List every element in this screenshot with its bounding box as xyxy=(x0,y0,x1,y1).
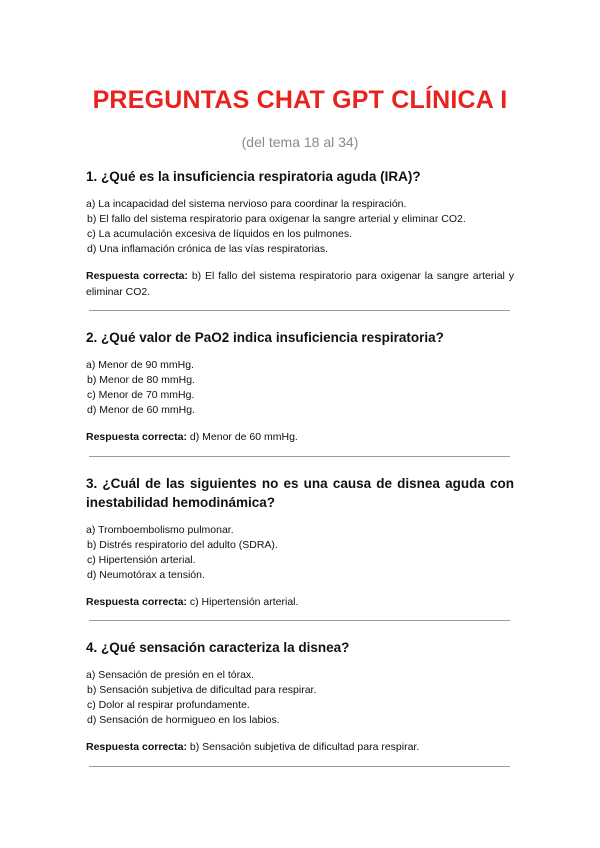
option-b: b) Sensación subjetiva de dificultad para respirar. xyxy=(87,684,317,696)
options-list xyxy=(86,523,514,583)
question-heading: 4. ¿Qué sensación caracteriza la disnea? xyxy=(86,640,350,655)
options-list xyxy=(86,358,514,418)
answer-text: c) Hipertensión arterial. xyxy=(189,596,299,608)
option-b: b) Menor de 80 mmHg. xyxy=(87,374,195,386)
answer-text: b) Sensación subjetiva de dificultad para respirar. xyxy=(189,741,420,753)
question-1 xyxy=(86,167,514,300)
answer-text: d) Menor de 60 mmHg. xyxy=(189,431,298,443)
option-a: a) Tromboembolismo pulmonar. xyxy=(86,524,234,536)
option-d: d) Menor de 60 mmHg. xyxy=(87,404,195,416)
option-a: a) Sensación de presión en el tórax. xyxy=(86,669,255,681)
options-list xyxy=(86,197,514,257)
option-a: a) La incapacidad del sistema nervioso para coordinar la respiración. xyxy=(86,198,407,210)
options-list xyxy=(86,668,514,728)
separator-line xyxy=(89,766,510,767)
correct-answer xyxy=(86,595,514,611)
option-b: b) El fallo del sistema respiratorio para oxigenar la sangre arterial y eliminar CO2. xyxy=(87,213,466,225)
correct-answer xyxy=(86,269,514,300)
option-c: c) Hipertensión arterial. xyxy=(87,554,196,566)
correct-answer xyxy=(86,430,514,446)
answer-label: Respuesta correcta: xyxy=(86,596,187,608)
answer-text: b) El fallo del sistema respiratorio para oxigenar la sangre arterial y eliminar CO2. xyxy=(86,270,514,298)
option-d: d) Sensación de hormigueo en los labios. xyxy=(87,714,280,726)
page-subtitle: (del tema 18 al 34) xyxy=(241,134,359,150)
option-c: c) Menor de 70 mmHg. xyxy=(87,389,195,401)
question-3 xyxy=(86,474,514,611)
separator-line xyxy=(89,620,510,621)
option-d: d) Neumotórax a tensión. xyxy=(87,569,205,581)
page-title: PREGUNTAS CHAT GPT CLÍNICA I xyxy=(92,86,508,114)
option-a: a) Menor de 90 mmHg. xyxy=(86,359,194,371)
answer-label: Respuesta correcta: xyxy=(86,431,187,443)
question-heading: 2. ¿Qué valor de PaO2 indica insuficiencia respiratoria? xyxy=(86,330,444,345)
separator-line xyxy=(89,310,510,311)
question-2 xyxy=(86,328,514,446)
option-c: c) La acumulación excesiva de líquidos en los pulmones. xyxy=(87,228,352,240)
option-b: b) Distrés respiratorio del adulto (SDRA). xyxy=(87,539,278,551)
option-c: c) Dolor al respirar profundamente. xyxy=(87,699,250,711)
question-heading: 1. ¿Qué es la insuficiencia respiratoria aguda (IRA)? xyxy=(86,169,421,184)
answer-label: Respuesta correcta: xyxy=(86,270,188,282)
question-4 xyxy=(86,638,514,756)
question-heading: 3. ¿Cuál de las siguientes no es una causa de disnea aguda con inestabilidad hemodinámica? xyxy=(86,476,514,510)
correct-answer xyxy=(86,740,514,756)
option-d: d) Una inflamación crónica de las vías respiratorias. xyxy=(87,243,329,255)
separator-line xyxy=(89,456,510,457)
answer-label: Respuesta correcta: xyxy=(86,741,187,753)
